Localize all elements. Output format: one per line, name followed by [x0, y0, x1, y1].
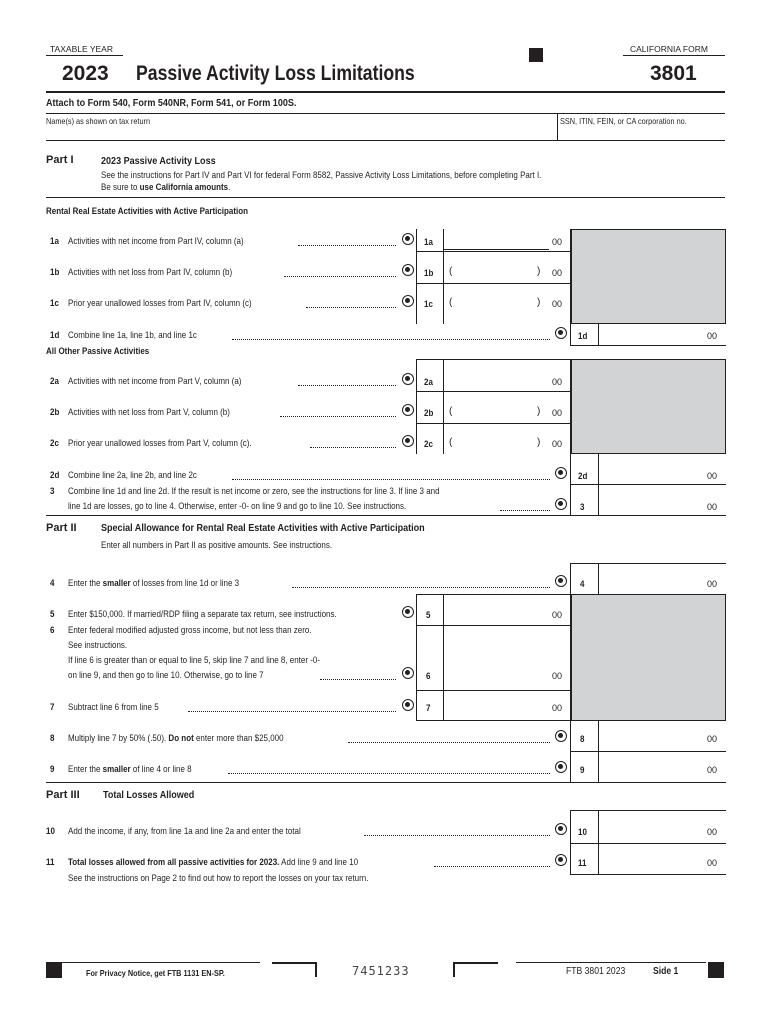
line-11-suffix: Add line 9 and line 10	[279, 857, 359, 867]
circled-dot-icon	[402, 699, 414, 711]
line-1c-cents: 00	[552, 299, 563, 309]
line-8-box-label: 8	[580, 734, 585, 744]
line-1b-text: Activities with net loss from Part IV, column (b)	[68, 267, 233, 277]
line-3-number: 3	[50, 486, 55, 496]
line-1b-box-label: 1b	[424, 268, 434, 278]
line-2b-cents: 00	[552, 408, 563, 418]
line-2b-input[interactable]	[455, 404, 535, 420]
line-6-cents: 00	[552, 671, 563, 681]
line-2d-rule	[570, 484, 726, 485]
line-2c-box-label: 2c	[424, 439, 433, 449]
line-2a-number: 2a	[50, 376, 59, 386]
line-1d-text: Combine line 1a, line 1b, and line 1c	[68, 330, 197, 340]
line-1b-leader	[284, 276, 396, 277]
registration-mark	[529, 48, 543, 62]
line-3-input[interactable]	[600, 497, 702, 513]
part1-heading: 2023 Passive Activity Loss	[101, 155, 216, 167]
line-1d-cents: 00	[707, 331, 718, 341]
part1-instructions-2	[101, 182, 230, 192]
line-6-rule	[416, 690, 571, 691]
circled-dot-icon	[402, 606, 414, 618]
footer-rule-right	[516, 962, 706, 963]
line-2a-box-left	[416, 359, 417, 454]
header-rule-left	[46, 55, 123, 56]
part2-bottom-rule	[46, 782, 726, 783]
names-rule	[46, 140, 725, 141]
line-5-rule	[416, 625, 571, 626]
line-10-input[interactable]	[600, 822, 702, 838]
line-8-prefix: Multiply line 7 by 50% (.50).	[68, 733, 169, 743]
line-8-cents: 00	[707, 734, 718, 744]
line-2d-box-label: 2d	[578, 471, 588, 481]
line-7-text: Subtract line 6 from line 5	[68, 702, 159, 712]
line-2c-open-paren: (	[449, 437, 453, 448]
line-9-box-label: 9	[580, 765, 585, 775]
ssn-input[interactable]	[560, 126, 724, 139]
line-1a-rule	[416, 251, 571, 252]
line-2d-number: 2d	[50, 470, 60, 480]
line-1c-number: 1c	[50, 298, 59, 308]
line-2c-close-paren: )	[537, 437, 541, 448]
circled-dot-icon	[555, 761, 567, 773]
line-11-bold: Total losses allowed from all passive activities for 2023.	[68, 857, 280, 867]
line-1c-input[interactable]	[455, 295, 535, 311]
circled-dot-icon	[402, 295, 414, 307]
line-5-box-left	[416, 594, 417, 721]
line-2b-open-paren: (	[449, 406, 453, 417]
part1-bottom-rule	[46, 515, 726, 516]
line-1b-close-paren: )	[537, 266, 541, 277]
line-1d-box-left	[570, 323, 571, 345]
line-4-box-div	[598, 563, 599, 594]
names-input[interactable]	[46, 126, 554, 139]
line-1a-number: 1a	[50, 236, 59, 246]
circled-dot-icon	[402, 404, 414, 416]
line-2b-box-label: 2b	[424, 408, 434, 418]
line-1d-box-div	[598, 323, 599, 345]
line-1c-leader	[306, 307, 396, 308]
line-6-number: 6	[50, 625, 55, 635]
part1-instructions: See the instructions for Part IV and Part VI for federal Form 8582, Passive Activity Loss Limitations, before completing Part I.	[101, 170, 542, 180]
shaded-area-2	[571, 359, 726, 454]
line-9-number: 9	[50, 764, 55, 774]
line-1a-cents: 00	[552, 237, 563, 247]
line-2b-number: 2b	[50, 407, 60, 417]
attach-text: Attach to Form 540, Form 540NR, Form 541, or Form 100S.	[46, 97, 297, 109]
line-1d-number: 1d	[50, 330, 60, 340]
line-1d-leader	[232, 339, 550, 340]
line-11-box-label: 11	[578, 858, 587, 868]
line-2c-input[interactable]	[455, 435, 535, 451]
line-11-text	[68, 857, 358, 867]
line-2c-leader	[310, 447, 396, 448]
circled-dot-icon	[402, 435, 414, 447]
ssn-label: SSN, ITIN, FEIN, or CA corporation no.	[560, 116, 687, 126]
line-2c-number: 2c	[50, 438, 59, 448]
line-1d-rule	[570, 345, 726, 346]
shaded-area-1	[571, 229, 726, 324]
line-8-text	[68, 733, 284, 743]
line-5-text: Enter $150,000. If married/RDP filing a separate tax return, see instructions.	[68, 609, 337, 619]
other-heading: All Other Passive Activities	[46, 346, 150, 356]
line-1c-box-label: 1c	[424, 299, 433, 309]
part1-instr2-suffix: .	[228, 182, 231, 192]
line-8-suffix: enter more than $25,000	[193, 733, 284, 743]
line-1b-number: 1b	[50, 267, 60, 277]
attach-rule	[46, 113, 725, 114]
line-1b-input[interactable]	[455, 264, 535, 280]
circled-dot-icon	[402, 233, 414, 245]
names-divider	[557, 113, 558, 140]
line-2b-close-paren: )	[537, 406, 541, 417]
part3-label: Part III	[46, 789, 80, 801]
line-3-text-1: Combine line 1d and line 2d. If the result is net income or zero, see the instructions for line 3. If line 3 and	[68, 486, 440, 496]
footer-mark-right	[708, 962, 724, 978]
part2-subheading: Enter all numbers in Part II as positive amounts. See instructions.	[101, 540, 333, 550]
line-3-cents: 00	[707, 502, 718, 512]
line-11-rule	[570, 874, 726, 875]
line-1c-text: Prior year unallowed losses from Part IV, column (c)	[68, 298, 252, 308]
footer-bracket-left-side	[315, 962, 317, 977]
circled-dot-icon	[555, 854, 567, 866]
line-1a-box-left	[416, 229, 417, 324]
line-4-suffix: of losses from line 1d or line 3	[130, 578, 240, 588]
line-1a-text: Activities with net income from Part IV, column (a)	[68, 236, 244, 246]
line-5-number: 5	[50, 609, 55, 619]
line-2a-input[interactable]	[444, 372, 549, 388]
line-10-rule	[570, 843, 726, 844]
line-10-cents: 00	[707, 827, 718, 837]
line-9-leader	[228, 773, 550, 774]
circled-dot-icon	[555, 467, 567, 479]
part1-instr2-bold: use California amounts	[139, 182, 229, 192]
line-10-box-label: 10	[578, 827, 587, 837]
line-4-cents: 00	[707, 579, 718, 589]
line-8-input[interactable]	[600, 729, 702, 745]
line-7-box-label: 7	[426, 703, 431, 713]
circled-dot-icon	[555, 823, 567, 835]
line-2c-cents: 00	[552, 439, 563, 449]
line-6-box-label: 6	[426, 671, 431, 681]
line-4-box-label: 4	[580, 579, 585, 589]
line-10-leader	[364, 835, 550, 836]
california-form-label: CALIFORNIA FORM	[630, 44, 708, 54]
line-2-box-right	[570, 359, 571, 454]
line-1-box-right	[570, 229, 571, 324]
line-2a-box-label: 2a	[424, 377, 433, 387]
line-1b-rule	[416, 283, 571, 284]
line-2b-text: Activities with net loss from Part V, column (b)	[68, 407, 230, 417]
part3-heading: Total Losses Allowed	[103, 789, 195, 801]
line-1a-box-label: 1a	[424, 237, 433, 247]
line-4-top-rule	[570, 563, 726, 564]
line-10-text: Add the income, if any, from line 1a and line 2a and enter the total	[68, 826, 301, 836]
line-4-bold: smaller	[102, 578, 131, 588]
line-6-leader	[320, 679, 396, 680]
line-4-box-left	[570, 563, 571, 594]
line-2c-text: Prior year unallowed losses from Part V, column (c).	[68, 438, 252, 448]
taxable-year-label: TAXABLE YEAR	[50, 44, 113, 54]
line-2d-leader	[232, 479, 550, 480]
circled-dot-icon	[402, 373, 414, 385]
line-11-text-2: See the instructions on Page 2 to find out how to report the losses on your tax return.	[68, 873, 369, 883]
line-4-text	[68, 578, 239, 588]
line-1a-input[interactable]	[444, 232, 549, 250]
names-label: Name(s) as shown on tax return	[46, 116, 151, 126]
circled-dot-icon	[402, 667, 414, 679]
line-2a-cents: 00	[552, 377, 563, 387]
line-6-input[interactable]	[444, 666, 549, 682]
line-7-rule	[416, 720, 571, 721]
form-title: Passive Activity Loss Limitations	[136, 62, 415, 85]
line-1d-input[interactable]	[600, 326, 702, 342]
line-9-text	[68, 764, 192, 774]
form-code: 7451233	[352, 964, 410, 978]
line-7-input[interactable]	[444, 698, 549, 714]
line-1a-leader	[298, 245, 396, 246]
line-4-leader	[292, 587, 550, 588]
shaded-area-3	[571, 594, 726, 721]
circled-dot-icon	[555, 327, 567, 339]
line-11-number: 11	[46, 857, 55, 867]
footer-bracket-right-side	[453, 962, 455, 977]
line-6-text-1: Enter federal modified adjusted gross income, but not less than zero.	[68, 625, 312, 635]
line-2d-text: Combine line 2a, line 2b, and line 2c	[68, 470, 197, 480]
line-5-cents: 00	[552, 610, 563, 620]
line-2b-leader	[280, 416, 396, 417]
footer-side: Side 1	[653, 966, 679, 977]
footer-bracket-right-top	[453, 962, 498, 964]
line-1b-cents: 00	[552, 268, 563, 278]
line-1c-open-paren: (	[449, 297, 453, 308]
line-8-rule	[570, 751, 726, 752]
line-11-cents: 00	[707, 858, 718, 868]
line-8-number: 8	[50, 733, 55, 743]
line-9-bold: smaller	[102, 764, 131, 774]
line-2a-leader	[298, 385, 396, 386]
line-4-prefix: Enter the	[68, 578, 103, 588]
line-2-top-rule	[416, 359, 571, 360]
privacy-notice: For Privacy Notice, get FTB 1131 EN-SP.	[86, 968, 225, 978]
line-2a-rule	[416, 391, 571, 392]
title-rule	[46, 91, 725, 93]
line-7-leader	[188, 711, 396, 712]
header-rule-right	[623, 55, 725, 56]
footer-form-ref: FTB 3801 2023	[566, 966, 626, 977]
part2-heading: Special Allowance for Rental Real Estate Activities with Active Participation	[101, 522, 425, 534]
line-2d-cents: 00	[707, 471, 718, 481]
line-6-text-2: See instructions.	[68, 640, 128, 650]
form-number: 3801	[650, 62, 697, 85]
line-4-input[interactable]	[600, 574, 702, 590]
rental-heading: Rental Real Estate Activities with Active Participation	[46, 206, 249, 216]
line-5-box-label: 5	[426, 610, 431, 620]
line-1c-close-paren: )	[537, 297, 541, 308]
line-4-number: 4	[50, 578, 55, 588]
line-11-input[interactable]	[600, 853, 702, 869]
line-10-number: 10	[46, 826, 55, 836]
line-8-bold: Do not	[168, 733, 194, 743]
line-2b-rule	[416, 423, 571, 424]
line-5-top-rule	[416, 594, 571, 595]
line-6-text-3: If line 6 is greater than or equal to line 5, skip line 7 and line 8, enter -0-	[68, 655, 321, 665]
line-11-leader	[434, 866, 550, 867]
line-7-box-right	[570, 594, 571, 721]
line-9-cents: 00	[707, 765, 718, 775]
line-9-input[interactable]	[600, 760, 702, 776]
line-7-cents: 00	[552, 703, 563, 713]
line-7-number: 7	[50, 702, 55, 712]
form-year: 2023	[62, 62, 109, 85]
line-3-box-label: 3	[580, 502, 585, 512]
line-8-leader	[348, 742, 550, 743]
line-3-leader	[500, 510, 550, 511]
part1-instr2-prefix: Be sure to	[101, 182, 140, 192]
line-1b-open-paren: (	[449, 266, 453, 277]
line-3-text-2: line 1d are losses, go to line 4. Otherwise, enter -0- on line 9 and go to line 10. See instructions.	[68, 501, 407, 511]
footer-rule-left	[46, 962, 260, 963]
line-2d-input[interactable]	[600, 466, 702, 482]
part1-label: Part I	[46, 154, 74, 166]
circled-dot-icon	[555, 730, 567, 742]
line-10-top-rule	[570, 810, 726, 811]
part2-label: Part II	[46, 522, 77, 534]
line-9-prefix: Enter the	[68, 764, 103, 774]
line-2a-text: Activities with net income from Part V, column (a)	[68, 376, 242, 386]
part1-rule	[46, 197, 725, 198]
footer-bracket-left-top	[272, 962, 317, 964]
circled-dot-icon	[402, 264, 414, 276]
circled-dot-icon	[555, 575, 567, 587]
line-6-text-4: on line 9, and then go to line 10. Otherwise, go to line 7	[68, 670, 264, 680]
line-5-input[interactable]	[444, 605, 549, 621]
line-1d-box-label: 1d	[578, 331, 588, 341]
line-9-suffix: of line 4 or line 8	[130, 764, 192, 774]
circled-dot-icon	[555, 498, 567, 510]
footer-mark-left	[46, 962, 62, 978]
